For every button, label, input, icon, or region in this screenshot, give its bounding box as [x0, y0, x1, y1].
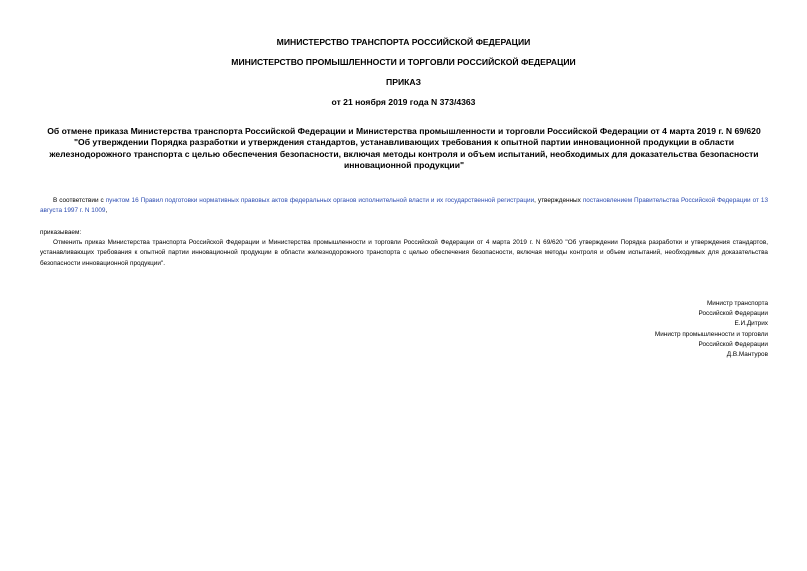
document-type-heading: ПРИКАЗ	[386, 77, 421, 87]
document-title: Об отмене приказа Министерства транспорта Российской Федерации и Министерства промышленности и торговли Российской Федерации от 4 марта 2019 г. N 69/620 "Об утверждении Порядка разработки и утверждения стандартов, устанавливающих требования к опытной партии инновационной продукции в области железнодорожного транспорта с целью обеспечения безопасности, включая методы контроля и объем испытаний, необходимых для доказательства безопасности инновационной продукции"	[47, 126, 761, 170]
rules-point-16-link[interactable]: пунктом 16 Правил подготовки нормативных правовых актов федеральных органов исполнительной власти и их государственной регистрации	[105, 197, 535, 204]
document-date-number: от 21 ноября 2019 года N 373/4363	[331, 97, 476, 107]
preamble-text-1: В соответствии с	[53, 197, 106, 204]
government-decree-1009-link[interactable]: постановлением Правительства Российской Федерации от 13 августа 1997 г. N 1009	[40, 197, 769, 215]
signature-name: Е.И.Дитрих	[734, 320, 768, 328]
preamble-paragraph	[40, 196, 768, 217]
signature-name: Д.В.Мантуров	[726, 351, 768, 359]
signature-block-transport	[508, 299, 768, 330]
signature-position: Российской Федерации	[698, 341, 768, 349]
order-word: приказываем:	[40, 229, 82, 236]
signature-position: Российской Федерации	[698, 310, 768, 318]
ministry-transport-heading: МИНИСТЕРСТВО ТРАНСПОРТА РОССИЙСКОЙ ФЕДЕРАЦИИ	[276, 37, 531, 47]
preamble-text-2: , утвержденных	[534, 197, 583, 204]
signature-position: Министр транспорта	[706, 300, 768, 307]
ministry-industry-heading: МИНИСТЕРСТВО ПРОМЫШЛЕННОСТИ И ТОРГОВЛИ РОССИЙСКОЙ ФЕДЕРАЦИИ	[231, 57, 576, 67]
signature-block-industry	[508, 330, 768, 361]
preamble-text-3: ,	[105, 207, 108, 215]
signature-position: Министр промышленности и торговли	[654, 331, 768, 338]
order-paragraph: Отменить приказ Министерства транспорта Российской Федерации и Министерства промышленности и торговли Российской Федерации от 4 марта 2019 г. N 69/620 "Об утверждении Порядка разработки и утверждения стандартов, устанавливающих требования к опытной партии инновационной продукции в области железнодорожного транспорта с целью обеспечения безопасности, включая методы контроля и объем испытаний, необходимых для доказательства безопасности инновационной продукции".	[40, 239, 768, 267]
